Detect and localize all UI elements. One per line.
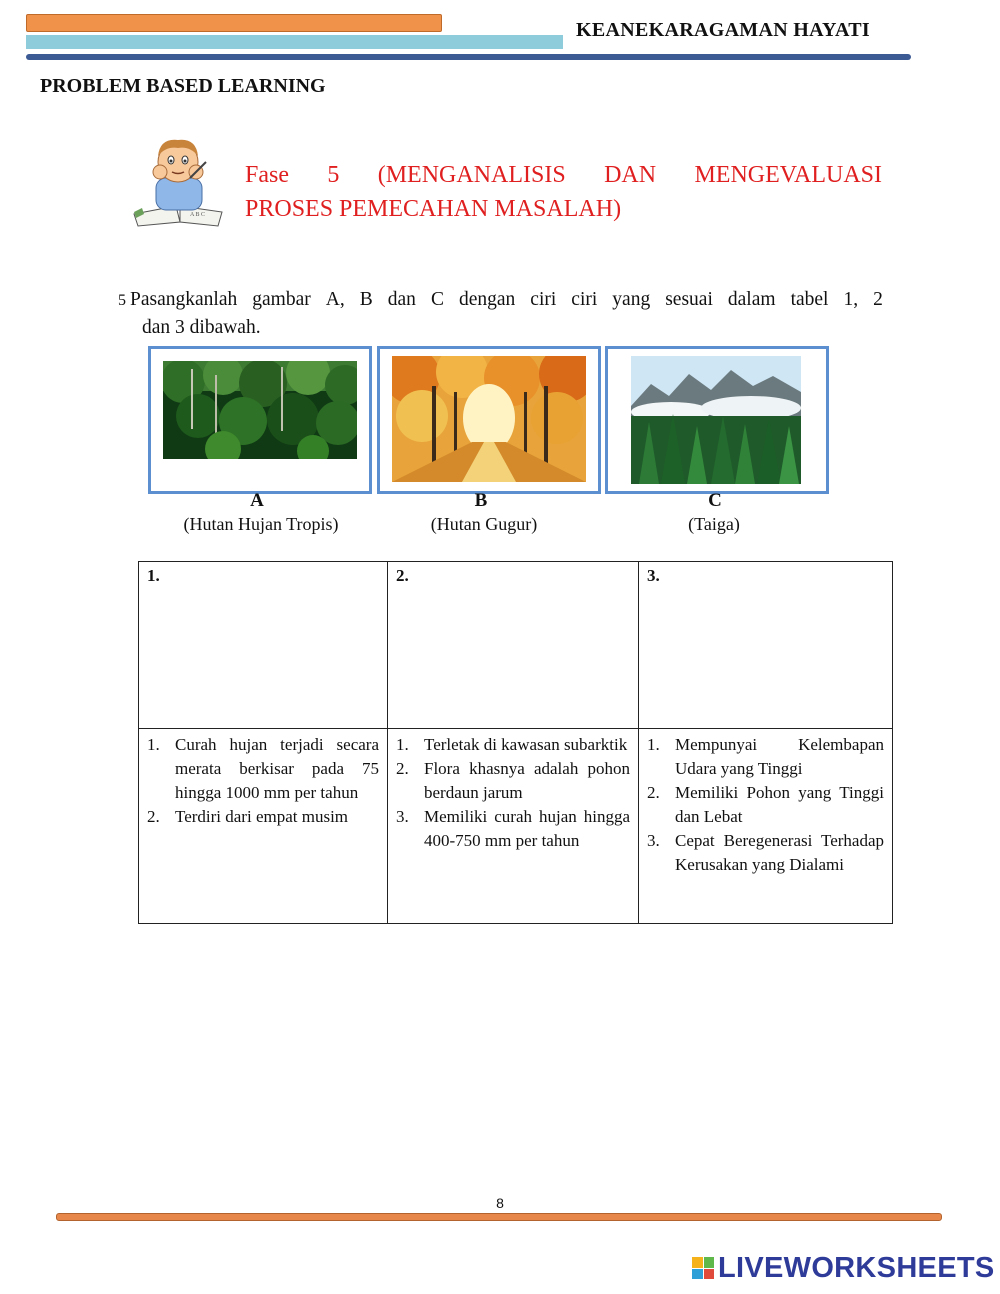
liveworksheets-logo[interactable] (692, 1252, 995, 1284)
liveworksheets-logo-icon (692, 1257, 714, 1279)
phase-heading-line-2: PROSES PEMECAHAN MASALAH) (245, 196, 622, 222)
characteristics-cell-1 (139, 729, 388, 924)
phase-heading (245, 158, 882, 226)
column-header-3: 3. (647, 566, 660, 585)
footer-orange-bar (56, 1213, 942, 1221)
image-label-a: A (250, 490, 264, 511)
header-blue-bar (26, 35, 563, 49)
instruction-word: dengan (458, 289, 516, 310)
liveworksheets-logo-text: LIVEWORKSHEETS (718, 1251, 995, 1284)
column-header-1: 1. (147, 566, 160, 585)
characteristics-cell-2 (388, 729, 639, 924)
svg-text:A B C: A B C (190, 212, 206, 218)
page-title: KEANEKARAGAMAN HAYATI (576, 19, 870, 41)
column-header-2: 2. (396, 566, 409, 585)
answer-cell-1[interactable] (139, 562, 388, 729)
answer-cell-3[interactable] (639, 562, 893, 729)
list-item: 2. Flora khasnya adalah pohon berdaun jarum (396, 759, 630, 802)
image-frame-c (605, 346, 829, 494)
image-frame-b (377, 346, 601, 494)
phase-heading-line-1 (245, 158, 882, 192)
list-item: 1. Mempunyai Kelembapan Udara yang Tinggi (647, 735, 884, 778)
list-item: 3. Memiliki curah hujan hingga 400-750 mm per tahun (396, 807, 630, 850)
instruction-word: B (359, 289, 373, 310)
image-name-a: (Hutan Hujan Tropis) (183, 514, 339, 534)
list-item: 2. Memiliki Pohon yang Tinggi dan Lebat (647, 783, 884, 826)
phase-word: DAN (604, 162, 657, 188)
list-item: 1. Terletak di kawasan subarktik (396, 735, 628, 754)
instruction-word: C (430, 289, 444, 310)
phase-word: Fase (245, 162, 289, 188)
phase-word: MENGEVALUASI (694, 162, 882, 188)
instruction-word: Pasangkanlah (130, 289, 238, 310)
page-number: 8 (496, 1195, 504, 1211)
phase-word: (MENGANALISIS (377, 162, 566, 188)
header-orange-bar (26, 14, 442, 32)
image-name-b: (Hutan Gugur) (430, 514, 538, 534)
instruction-word: ciri (571, 289, 598, 310)
header-navy-rule (26, 54, 911, 60)
instruction (118, 286, 883, 341)
section-title: PROBLEM BASED LEARNING (40, 75, 326, 97)
answer-row (139, 562, 893, 729)
list-item: 2. Terdiri dari empat musim (147, 807, 349, 826)
tropical-rainforest-photo (163, 361, 357, 459)
image-label-b: B (474, 490, 488, 511)
image-name-c: (Taiga) (688, 514, 740, 534)
instruction-word: sesuai (665, 289, 713, 310)
instruction-word: 2 (873, 289, 883, 310)
instruction-word: tabel (790, 289, 829, 310)
matching-table (138, 561, 893, 924)
list-item: 1. Curah hujan terjadi secara merata berkisar pada 75 hingga 1000 mm per tahun (147, 735, 379, 802)
phase-word: 5 (327, 162, 340, 188)
instruction-word: A, (325, 289, 345, 310)
answer-cell-2[interactable] (388, 562, 639, 729)
instruction-word: gambar (252, 289, 311, 310)
instruction-word: ciri (530, 289, 557, 310)
question-number: 5 (118, 292, 126, 309)
taiga-photo (631, 356, 801, 484)
instruction-word: yang (612, 289, 651, 310)
instruction-word: dalam (727, 289, 776, 310)
thinking-student-illustration (130, 132, 226, 228)
instruction-word: dan (387, 289, 416, 310)
instruction-word: 1, (843, 289, 859, 310)
image-frame-a (148, 346, 372, 494)
instruction-line-1 (118, 286, 883, 314)
instruction-line-2: dan 3 dibawah. (142, 317, 261, 338)
characteristics-cell-3 (639, 729, 893, 924)
deciduous-forest-photo (392, 356, 586, 482)
characteristics-row (139, 729, 893, 924)
image-label-c: C (708, 490, 722, 511)
list-item: 3. Cepat Beregenerasi Terhadap Kerusakan yang Dialami (647, 831, 884, 874)
